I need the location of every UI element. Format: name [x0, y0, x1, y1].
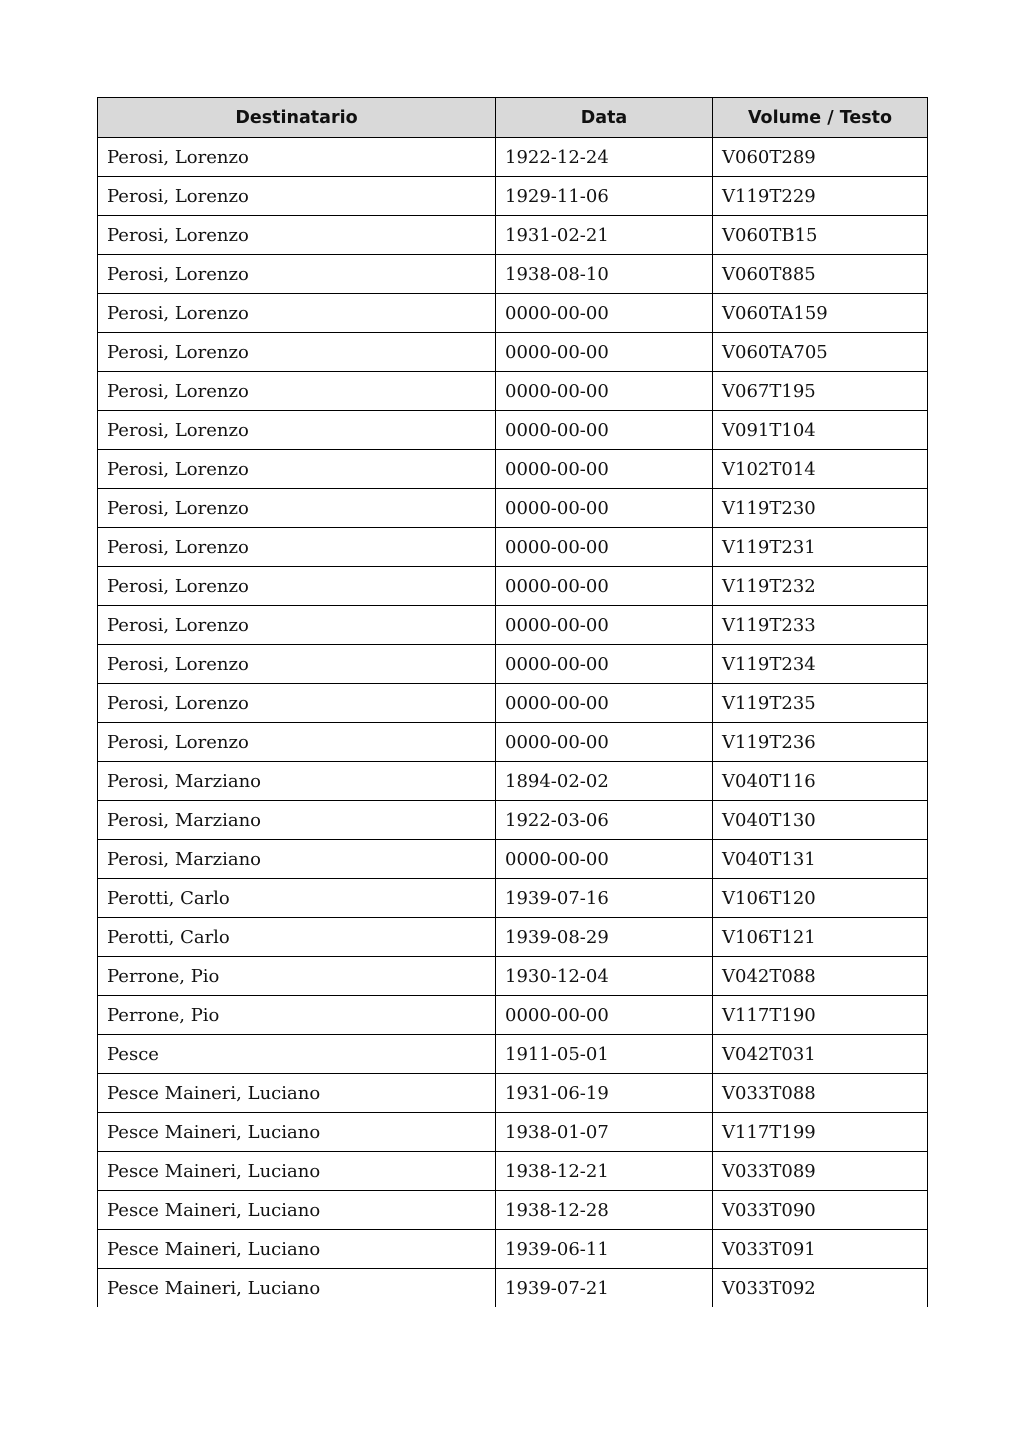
cell-destinatario: Perosi, Lorenzo	[98, 294, 496, 333]
cell-destinatario: Perrone, Pio	[98, 996, 496, 1035]
cell-volume-testo: V102T014	[713, 450, 928, 489]
cell-volume-testo: V042T031	[713, 1035, 928, 1074]
cell-data: 1939-06-11	[496, 1230, 713, 1269]
table-header	[98, 98, 928, 138]
cell-data: 1931-02-21	[496, 216, 713, 255]
cell-volume-testo: V040T131	[713, 840, 928, 879]
cell-data: 0000-00-00	[496, 840, 713, 879]
table-row	[98, 216, 928, 255]
cell-volume-testo: V119T234	[713, 645, 928, 684]
cell-volume-testo: V067T195	[713, 372, 928, 411]
cell-volume-testo: V040T116	[713, 762, 928, 801]
table-row	[98, 801, 928, 840]
cell-data: 1930-12-04	[496, 957, 713, 996]
table-row	[98, 177, 928, 216]
cell-data: 0000-00-00	[496, 489, 713, 528]
cell-data: 0000-00-00	[496, 333, 713, 372]
cell-data: 1938-12-21	[496, 1152, 713, 1191]
cell-data: 0000-00-00	[496, 372, 713, 411]
cell-data: 1922-12-24	[496, 138, 713, 177]
header-row	[98, 98, 928, 138]
cell-destinatario: Pesce Maineri, Luciano	[98, 1152, 496, 1191]
cell-data: 1939-07-21	[496, 1269, 713, 1308]
cell-data: 1939-08-29	[496, 918, 713, 957]
cell-destinatario: Perotti, Carlo	[98, 918, 496, 957]
cell-destinatario: Pesce Maineri, Luciano	[98, 1269, 496, 1308]
cell-destinatario: Perosi, Lorenzo	[98, 411, 496, 450]
cell-volume-testo: V033T089	[713, 1152, 928, 1191]
table-row	[98, 1269, 928, 1308]
column-header-destinatario: Destinatario	[98, 98, 496, 138]
table-row	[98, 606, 928, 645]
table-row	[98, 1152, 928, 1191]
cell-destinatario: Perosi, Lorenzo	[98, 177, 496, 216]
cell-destinatario: Perosi, Lorenzo	[98, 216, 496, 255]
cell-destinatario: Perosi, Lorenzo	[98, 450, 496, 489]
cell-destinatario: Pesce Maineri, Luciano	[98, 1230, 496, 1269]
cell-destinatario: Perosi, Lorenzo	[98, 255, 496, 294]
cell-data: 0000-00-00	[496, 684, 713, 723]
cell-data: 1938-08-10	[496, 255, 713, 294]
table-row	[98, 645, 928, 684]
table-row	[98, 372, 928, 411]
cell-destinatario: Perosi, Lorenzo	[98, 372, 496, 411]
table-row	[98, 1035, 928, 1074]
cell-data: 0000-00-00	[496, 411, 713, 450]
cell-data: 1911-05-01	[496, 1035, 713, 1074]
cell-volume-testo: V106T121	[713, 918, 928, 957]
cell-destinatario: Perosi, Lorenzo	[98, 333, 496, 372]
cell-volume-testo: V060TB15	[713, 216, 928, 255]
cell-destinatario: Perosi, Lorenzo	[98, 645, 496, 684]
table-row	[98, 840, 928, 879]
cell-volume-testo: V060T885	[713, 255, 928, 294]
cell-destinatario: Pesce Maineri, Luciano	[98, 1113, 496, 1152]
cell-data: 0000-00-00	[496, 450, 713, 489]
cell-data: 1931-06-19	[496, 1074, 713, 1113]
table-row	[98, 918, 928, 957]
cell-data: 0000-00-00	[496, 567, 713, 606]
column-header-volume-testo: Volume / Testo	[713, 98, 928, 138]
cell-volume-testo: V119T232	[713, 567, 928, 606]
cell-volume-testo: V119T231	[713, 528, 928, 567]
table-row	[98, 411, 928, 450]
table-row	[98, 138, 928, 177]
cell-data: 0000-00-00	[496, 645, 713, 684]
cell-destinatario: Perosi, Lorenzo	[98, 528, 496, 567]
cell-destinatario: Perosi, Lorenzo	[98, 684, 496, 723]
cell-volume-testo: V091T104	[713, 411, 928, 450]
cell-destinatario: Perosi, Marziano	[98, 801, 496, 840]
cell-destinatario: Perosi, Marziano	[98, 762, 496, 801]
cell-data: 1929-11-06	[496, 177, 713, 216]
table-row	[98, 723, 928, 762]
cell-destinatario: Perosi, Marziano	[98, 840, 496, 879]
table-row	[98, 450, 928, 489]
cell-destinatario: Perosi, Lorenzo	[98, 489, 496, 528]
cell-volume-testo: V117T199	[713, 1113, 928, 1152]
table-row	[98, 762, 928, 801]
cell-volume-testo: V060TA705	[713, 333, 928, 372]
cell-destinatario: Pesce	[98, 1035, 496, 1074]
cell-data: 0000-00-00	[496, 294, 713, 333]
correspondence-index-table	[97, 97, 928, 1307]
cell-destinatario: Perosi, Lorenzo	[98, 567, 496, 606]
table-row	[98, 528, 928, 567]
cell-volume-testo: V119T229	[713, 177, 928, 216]
cell-volume-testo: V033T088	[713, 1074, 928, 1113]
cell-volume-testo: V040T130	[713, 801, 928, 840]
cell-volume-testo: V119T235	[713, 684, 928, 723]
cell-volume-testo: V033T090	[713, 1191, 928, 1230]
table-row	[98, 567, 928, 606]
cell-volume-testo: V042T088	[713, 957, 928, 996]
cell-destinatario: Perosi, Lorenzo	[98, 606, 496, 645]
cell-data: 1922-03-06	[496, 801, 713, 840]
cell-destinatario: Pesce Maineri, Luciano	[98, 1191, 496, 1230]
table-row	[98, 957, 928, 996]
column-header-data: Data	[496, 98, 713, 138]
cell-volume-testo: V119T233	[713, 606, 928, 645]
table-row	[98, 255, 928, 294]
cell-volume-testo: V119T236	[713, 723, 928, 762]
cell-data: 1939-07-16	[496, 879, 713, 918]
cell-destinatario: Perosi, Lorenzo	[98, 723, 496, 762]
table-row	[98, 684, 928, 723]
table-row	[98, 1113, 928, 1152]
table-row	[98, 294, 928, 333]
cell-volume-testo: V119T230	[713, 489, 928, 528]
cell-volume-testo: V060TA159	[713, 294, 928, 333]
table-row	[98, 489, 928, 528]
cell-volume-testo: V033T092	[713, 1269, 928, 1308]
cell-data: 0000-00-00	[496, 528, 713, 567]
table-row	[98, 996, 928, 1035]
cell-destinatario: Perotti, Carlo	[98, 879, 496, 918]
cell-destinatario: Pesce Maineri, Luciano	[98, 1074, 496, 1113]
cell-data: 1938-01-07	[496, 1113, 713, 1152]
cell-data: 0000-00-00	[496, 996, 713, 1035]
cell-volume-testo: V033T091	[713, 1230, 928, 1269]
cell-data: 1894-02-02	[496, 762, 713, 801]
table-row	[98, 1074, 928, 1113]
cell-destinatario: Perosi, Lorenzo	[98, 138, 496, 177]
cell-data: 0000-00-00	[496, 723, 713, 762]
table-row	[98, 1230, 928, 1269]
cell-volume-testo: V060T289	[713, 138, 928, 177]
cell-data: 0000-00-00	[496, 606, 713, 645]
table-row	[98, 1191, 928, 1230]
table-row	[98, 879, 928, 918]
table-body	[98, 138, 928, 1308]
cell-volume-testo: V106T120	[713, 879, 928, 918]
table-row	[98, 333, 928, 372]
cell-data: 1938-12-28	[496, 1191, 713, 1230]
cell-volume-testo: V117T190	[713, 996, 928, 1035]
cell-destinatario: Perrone, Pio	[98, 957, 496, 996]
